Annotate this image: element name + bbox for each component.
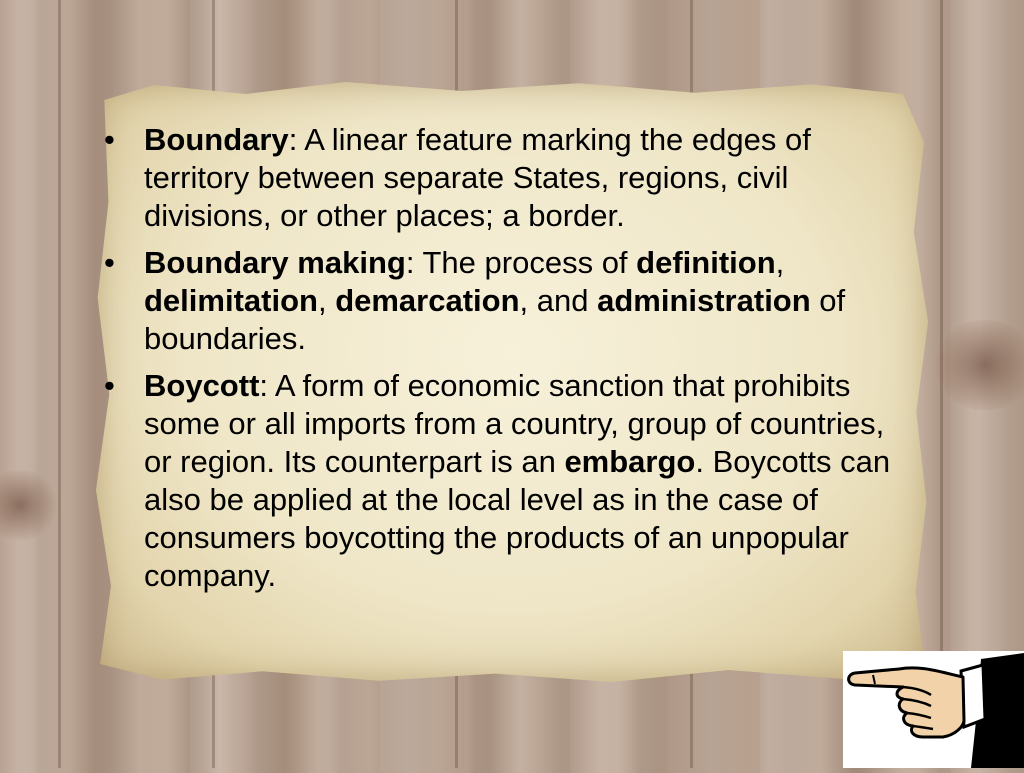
term-definition-text: The process of [422, 245, 637, 280]
bullet: • [104, 368, 115, 403]
glossary-item-boundary-making [104, 244, 904, 358]
term-definition-text: . Boycotts can also be applied at the local level as in the case of consumers boycotting the products of an unpopular company. [144, 444, 891, 593]
keyword: administration [597, 283, 811, 318]
term-separator: : [405, 245, 423, 280]
term-separator: : [288, 122, 305, 157]
term-definition-text: A form of economic sanction that prohibits some or all imports from a country, group of countries, or region. Its counterpart is an [144, 368, 885, 479]
pointing-hand-icon [843, 651, 1024, 768]
bullet: • [104, 122, 115, 157]
keyword: definition [636, 245, 776, 280]
wood-knot [930, 320, 1024, 410]
bullet: • [104, 245, 115, 280]
conjunction: , and [519, 283, 598, 318]
keyword: embargo [564, 444, 696, 479]
glossary-item-boycott [104, 367, 904, 595]
keyword: delimitation [144, 283, 318, 318]
glossary-item-boundary [104, 121, 904, 235]
comma: , [775, 245, 785, 280]
term-name: Boundary [144, 122, 289, 157]
term-definition: A linear feature marking the edges of territory between separate States, regions, civil divisions, or other places; a border. [144, 122, 811, 233]
glossary-list [104, 121, 904, 604]
comma: , [317, 283, 336, 318]
next-slide-pointer[interactable] [843, 651, 1024, 768]
term-separator: : [259, 368, 275, 403]
wood-knot [0, 470, 60, 540]
term-name: Boycott [144, 368, 260, 403]
term-definition-text: of boundaries. [144, 283, 846, 356]
keyword: demarcation [335, 283, 520, 318]
term-name: Boundary making [144, 245, 406, 280]
wood-plank-seam [58, 0, 61, 768]
